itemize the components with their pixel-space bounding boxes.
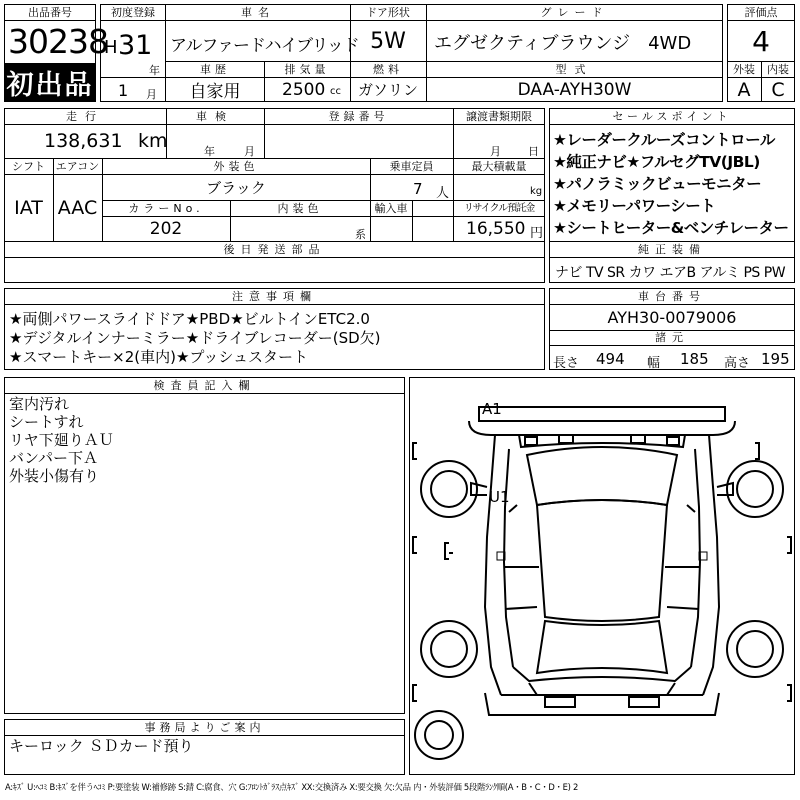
length: 494 xyxy=(596,350,625,368)
height: 195 xyxy=(761,350,790,368)
inspector-note: シートすれ xyxy=(9,413,84,431)
height-label: 高さ xyxy=(724,356,751,371)
score-label: 評価点 xyxy=(744,6,778,19)
color-no-label: カラーNo. xyxy=(128,202,204,215)
fuel: ガソリン xyxy=(357,81,418,99)
reg-month: 1 xyxy=(118,81,129,100)
exterior-grade: A xyxy=(737,78,751,101)
car-diagram xyxy=(409,377,795,775)
width: 185 xyxy=(680,350,709,368)
ac: AAC xyxy=(57,197,98,219)
sales-point: ★メモリーパワーシート xyxy=(553,197,716,215)
sales-point: ★パノラミックビューモニター xyxy=(553,175,762,193)
era-letter: H xyxy=(104,37,118,58)
inspector-note: 外装小傷有り xyxy=(9,467,100,485)
inspector-note: 室内汚れ xyxy=(9,395,70,413)
shift: IAT xyxy=(14,197,43,219)
sales-point: ★純正ナビ★フルセグTV(JBL) xyxy=(553,153,760,171)
equipment-list: ナビ TV SR カワ エアB アルミ PS PW xyxy=(555,265,786,281)
chassis-title: 車台番号 xyxy=(638,290,706,303)
damage-mark-a1: A1 xyxy=(482,400,502,418)
interior-color-label: 内装色 xyxy=(277,202,323,215)
capacity: 7 xyxy=(413,180,423,198)
inspection-month-unit: 月 xyxy=(244,145,255,158)
exterior-color: ブラック xyxy=(206,179,266,197)
capacity-label: 乗車定員 xyxy=(389,160,434,173)
mileage: 138,631 xyxy=(44,130,123,152)
caution-title: 注意事項欄 xyxy=(232,290,317,303)
lot-number: 30238 xyxy=(8,22,108,61)
recycle-fee: 16,550 xyxy=(466,219,526,239)
office-title: 事務局よりご案内 xyxy=(144,721,265,734)
sales-point: ★レーダークルーズコントロール xyxy=(553,131,775,149)
office-note: キーロック ＳＤカード預り xyxy=(9,737,194,755)
transfer-docs-label: 譲渡書類期限 xyxy=(466,110,532,123)
length-label: 長さ xyxy=(553,356,580,371)
legend: A:ｷｽﾞ U:ﾍｺﾐ B:ｷｽﾞを伴うﾍｺﾐ P:要塗装 W:補修跡 S:錆 C:腐食、穴 G:ﾌﾛﾝﾄｶﾞﾗｽ点ｷｽﾞ XX:交換済み X:要交換 欠:欠品 内・外装評価 5段階ﾗﾝｸ順(A・B・C・D・E) 2 xyxy=(5,782,578,792)
color-label: 外装色 xyxy=(213,160,259,173)
specs-title: 諸元 xyxy=(655,331,689,344)
ac-label: エアコン xyxy=(55,160,100,173)
displacement-unit: cc xyxy=(330,86,341,97)
recycle-unit: 円 xyxy=(530,226,544,241)
history: 自家用 xyxy=(189,82,241,102)
first-reg-label: 初度登録 xyxy=(111,6,155,19)
damage-mark-u1: U1 xyxy=(489,488,510,506)
max-load-label: 最大積載量 xyxy=(471,160,527,173)
equipment-title: 純正装備 xyxy=(638,243,706,256)
color-number: 202 xyxy=(149,219,183,239)
interior-color-suffix: 系 xyxy=(355,228,366,241)
fuel-label: 燃料 xyxy=(373,63,403,76)
inspector-note: リヤ下廻りＡＵ xyxy=(9,431,114,449)
grade: エグゼクティブラウンジ 4WD xyxy=(434,33,692,54)
model-label: 型式 xyxy=(555,63,594,76)
score: 4 xyxy=(752,24,770,58)
import-label: 輸入車 xyxy=(374,202,408,215)
width-label: 幅 xyxy=(647,356,661,371)
exterior-label: 外装 xyxy=(733,63,755,76)
car-name: アルファードハイブリッド xyxy=(170,36,359,56)
interior-label: 内装 xyxy=(767,63,789,76)
caution-line: ★スマートキー×2(車内)★プッシュスタート xyxy=(9,348,309,366)
first-listing-badge: 初出品 xyxy=(5,63,95,101)
year-unit: 年 xyxy=(149,64,160,77)
model-code: DAA-AYH30W xyxy=(517,79,632,100)
displacement: 2500 xyxy=(282,80,326,100)
transfer-day-unit: 日 xyxy=(528,145,539,158)
inspector-title: 検査員記入欄 xyxy=(153,379,256,392)
mileage-unit: km xyxy=(138,130,168,152)
door-label: ドア形状 xyxy=(366,6,410,19)
inspector-note: バンパー下Ａ xyxy=(9,449,98,467)
grade-label: グレード xyxy=(540,6,609,19)
load-unit: kg xyxy=(530,186,543,197)
history-label: 車歴 xyxy=(200,63,230,76)
reg-number-label: 登録番号 xyxy=(328,110,389,123)
car-name-label: 車名 xyxy=(241,6,275,19)
chassis-number: AYH30-0079006 xyxy=(607,308,737,327)
capacity-unit: 人 xyxy=(436,186,450,201)
door-type: 5W xyxy=(370,28,406,54)
interior-grade: C xyxy=(771,78,785,101)
recycle-label: リサイクル預託金 xyxy=(463,203,535,214)
shift-label: シフト xyxy=(12,160,45,173)
sales-points-title: セールスポイント xyxy=(612,110,732,123)
mileage-label: 走行 xyxy=(66,110,104,123)
displacement-label: 排気量 xyxy=(284,63,330,76)
lot-number-label: 出品番号 xyxy=(28,6,72,19)
later-parts-label: 後日発送部品 xyxy=(223,243,326,256)
transfer-month-unit: 月 xyxy=(490,145,501,158)
sales-point: ★シートヒーター&ベンチレーター xyxy=(553,219,789,237)
inspection-year-unit: 年 xyxy=(204,145,215,158)
month-unit: 月 xyxy=(146,88,157,101)
reg-year: 31 xyxy=(118,30,153,61)
inspection-label: 車検 xyxy=(196,110,234,123)
caution-line: ★両側パワースライドドア★PBD★ビルトインETC2.0 xyxy=(9,310,370,328)
caution-line: ★デジタルインナーミラー★ドライブレコーダー(SD欠) xyxy=(9,329,381,347)
